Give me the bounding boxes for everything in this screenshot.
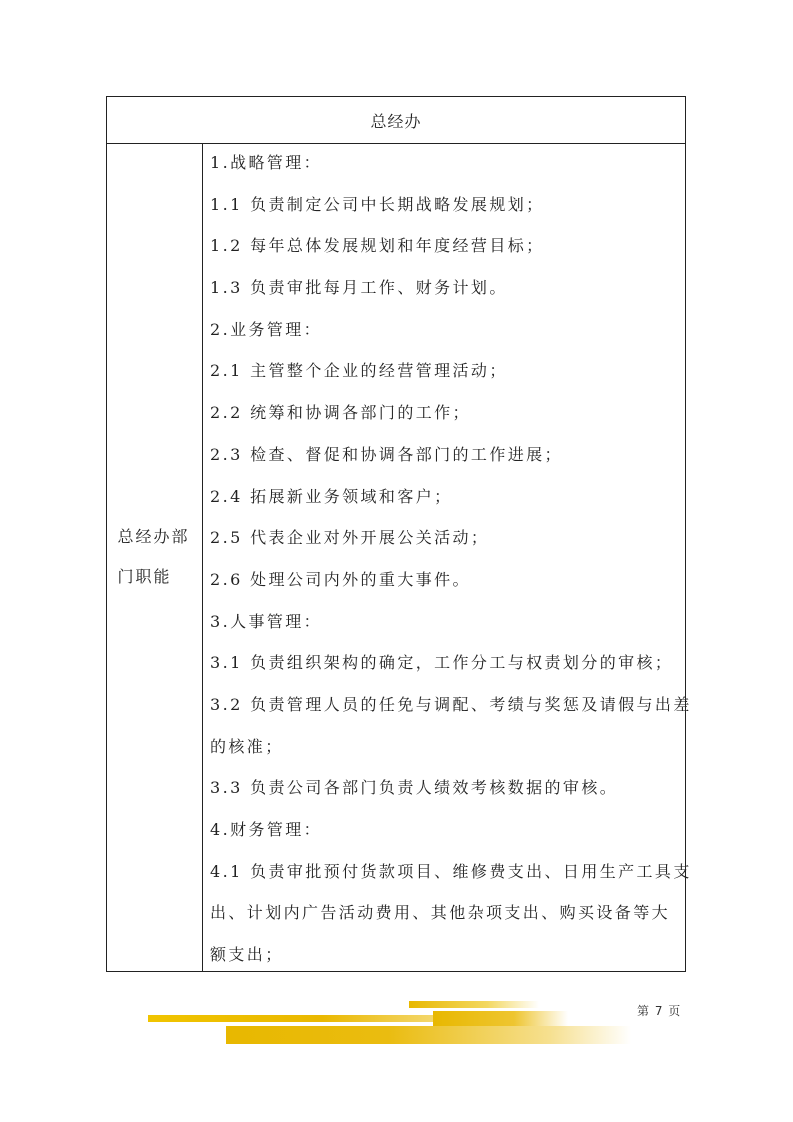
duty-line: 2.2 统筹和协调各部门的工作； — [210, 403, 471, 423]
duty-line: 3.3 负责公司各部门负责人绩效考核数据的审核。 — [210, 778, 619, 798]
duty-line: 3.1 负责组织架构的确定，工作分工与权责划分的审核； — [210, 653, 674, 673]
duty-line: 1.3 负责审批每月工作、财务计划。 — [210, 278, 508, 298]
duty-line: 4.1 负责审批预付货款项目、维修费支出、日用生产工具支 — [210, 861, 692, 881]
duty-line: 1.1 负责制定公司中长期战略发展规划； — [210, 194, 545, 214]
row-label: 总经办部门职能 — [117, 527, 190, 586]
duty-line: 4.财务管理： — [210, 820, 323, 839]
footer-bar-1 — [409, 1001, 539, 1008]
duty-line: 2.5 代表企业对外开展公关活动； — [210, 528, 490, 548]
duty-line: 2.业务管理： — [210, 319, 323, 339]
duties-cell — [203, 143, 692, 971]
duty-line: 额支出； — [210, 945, 284, 965]
footer-bar-4 — [226, 1026, 631, 1044]
duty-line: 1.2 每年总体发展规划和年度经营目标； — [210, 236, 545, 256]
duty-line: 2.4 拓展新业务领域和客户； — [210, 486, 453, 506]
duty-line: 出、计划内广告活动费用、其他杂项支出、购买设备等大 — [210, 903, 671, 923]
duty-line: 的核准； — [210, 736, 284, 756]
row-label-cell — [107, 143, 203, 971]
duty-line: 3.2 负责管理人员的任免与调配、考绩与奖惩及请假与出差 — [210, 694, 692, 714]
duty-line: 1.战略管理： — [210, 153, 323, 172]
duty-line: 2.6 处理公司内外的重大事件。 — [210, 569, 471, 589]
footer-bar-2 — [148, 1015, 438, 1022]
duty-line: 2.3 检查、督促和协调各部门的工作进展； — [210, 444, 563, 464]
duty-line: 3.人事管理： — [210, 611, 323, 631]
duty-line: 2.1 主管整个企业的经营管理活动； — [210, 361, 508, 381]
table-title: 总经办 — [107, 97, 685, 144]
page-number: 第 7 页 — [637, 1004, 682, 1018]
duties-table — [106, 96, 692, 972]
